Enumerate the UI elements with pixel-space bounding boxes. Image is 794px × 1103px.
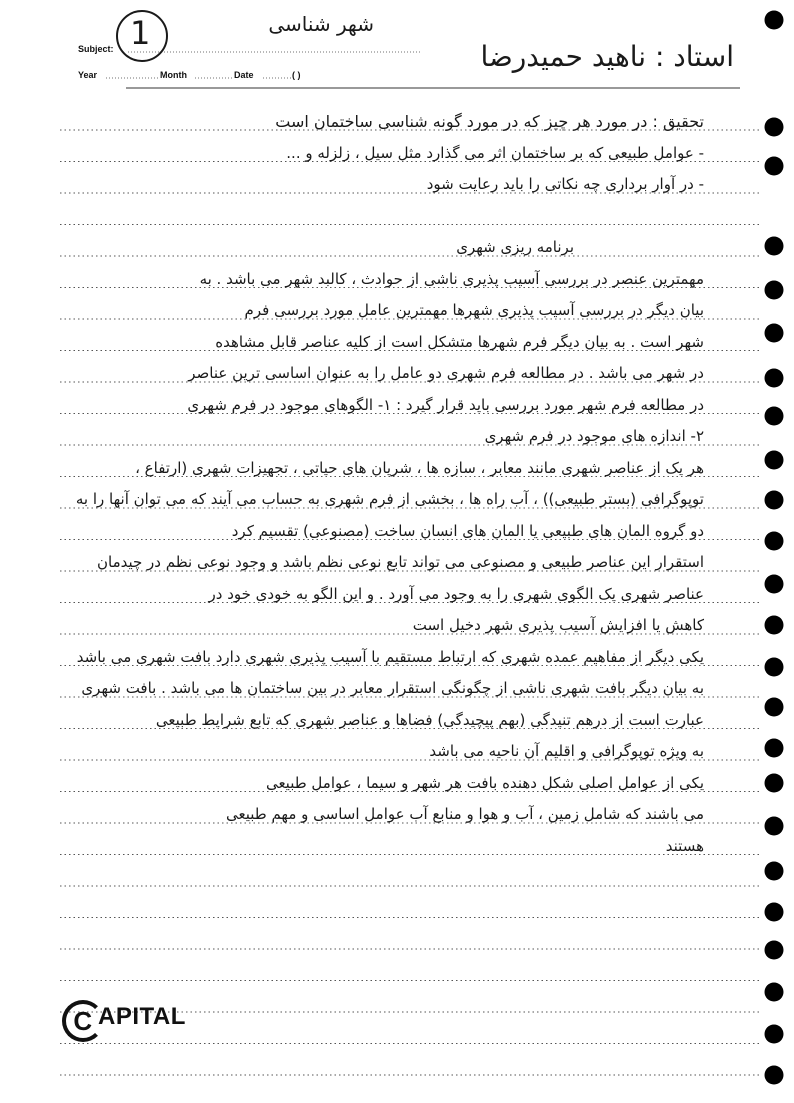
binder-hole (765, 407, 784, 426)
capital-logo-initial: C (62, 1000, 104, 1042)
binder-hole (765, 237, 784, 256)
date-label: Date (234, 70, 254, 80)
year-label: Year (78, 70, 98, 80)
note-line: عبارت است از درهم تنیدگی (بهم پیچیدگی) فضاها و عناصر شهری که تابع شرایط طبیعی (155, 710, 704, 729)
note-line: یکی دیگر از مفاهیم عمده شهری که ارتباط مستقیم با آسیب پذیری شهری دارد بافت شهری می باشد (76, 647, 704, 666)
note-line: بیان دیگر در بررسی آسیب پذیری شهرها مهمترین عامل مورد بررسی فرم (244, 301, 704, 319)
month-label: Month (160, 70, 187, 80)
date-parens: ( ) (292, 70, 301, 80)
note-line: - عوامل طبیعی که بر ساختمان اثر می گذارد مثل سیل ، زلزله و ... (286, 143, 704, 162)
note-line: مهمترین عنصر در بررسی آسیب پذیری ناشی از حوادث ، کالبد شهر می باشد . به (199, 269, 704, 288)
note-line: یکی از عوامل اصلی شکل دهنده بافت هر شهر و سیما ، عوامل طبیعی (265, 773, 704, 792)
note-line: در مطالعه فرم شهر مورد بررسی باید قرار گیرد : ۱- الگوهای موجود در فرم شهری (187, 395, 704, 414)
binder-hole (765, 862, 784, 881)
binder-hole (765, 1025, 784, 1044)
binder-hole (765, 451, 784, 470)
capital-logo-text: APITAL (98, 1003, 186, 1030)
binder-hole (765, 369, 784, 388)
binder-hole (765, 739, 784, 758)
binder-hole (765, 817, 784, 836)
note-line: به ویژه توپوگرافی و اقلیم آن ناحیه می باشد (429, 742, 704, 760)
teacher-line: استاد : ناهید حمیدرضا (480, 40, 734, 73)
note-line: عناصر شهری یک الگوی شهری را به وجود می آورد . و این الگو به خودی خود در (208, 584, 704, 603)
binder-hole (765, 157, 784, 176)
note-line: هر یک از عناصر شهری مانند معابر ، سازه ها ، شریان های حیاتی ، تجهیزات شهری (ارتفاع ، (135, 458, 704, 477)
capital-logo (62, 1000, 186, 1042)
subject-title: شهر شناسی (268, 12, 374, 36)
note-line: توپوگرافی (بستر طبیعی)) ، آب راه ها ، بخشی از فرم شهری به حساب می آیند که می توان آنها را به (75, 490, 704, 508)
note-line: برنامه ریزی شهری (456, 238, 574, 256)
note-line: - در آوار برداری چه نکاتی را باید رعایت شود (426, 175, 704, 193)
binder-hole (765, 532, 784, 551)
note-line: دو گروه المان های طبیعی یا المان های انسان ساخت (مصنوعی) تقسیم کرد (231, 521, 704, 540)
note-line: به بیان دیگر بافت شهری ناشی از چگونگی استقرار معابر در بین ساختمان ها می باشد . بافت شهری (81, 679, 704, 697)
binder-hole (765, 616, 784, 635)
binder-hole (765, 774, 784, 793)
page-number: 1 (130, 14, 151, 52)
subject-label: Subject: (78, 44, 114, 54)
note-line: هستند (665, 836, 704, 855)
binder-hole (765, 983, 784, 1002)
binder-hole (765, 324, 784, 343)
note-line: کاهش یا افزایش آسیب پذیری شهر دخیل است (412, 616, 704, 634)
note-line: می باشند که شامل زمین ، آب و هوا و منابع آب عوامل اساسی و مهم طبیعی (225, 805, 704, 823)
binder-hole (765, 281, 784, 300)
binder-hole (765, 491, 784, 510)
binder-hole (765, 575, 784, 594)
binder-hole (765, 11, 784, 30)
binder-hole (765, 941, 784, 960)
note-line: شهر است . به بیان دیگر فرم شهرها متشکل است از کلیه عناصر قابل مشاهده (215, 332, 704, 351)
note-line: ۲- اندازه های موجود در فرم شهری (484, 427, 704, 445)
note-line: در شهر می باشد . در مطالعه فرم شهری دو عامل را به عنوان اساسی ترین عناصر (188, 364, 704, 382)
binder-hole (765, 903, 784, 922)
binder-hole (765, 1066, 784, 1085)
note-line: تحقیق : در مورد هر چیز که در مورد گونه شناسی ساختمان است (275, 112, 704, 131)
binder-hole (765, 658, 784, 677)
binder-hole (765, 118, 784, 137)
binder-hole (765, 698, 784, 717)
note-line: استقرار این عناصر طبیعی و مصنوعی می تواند تابع نوعی نظم باشد و وجود نوعی نظم در چیدمان (96, 553, 704, 571)
